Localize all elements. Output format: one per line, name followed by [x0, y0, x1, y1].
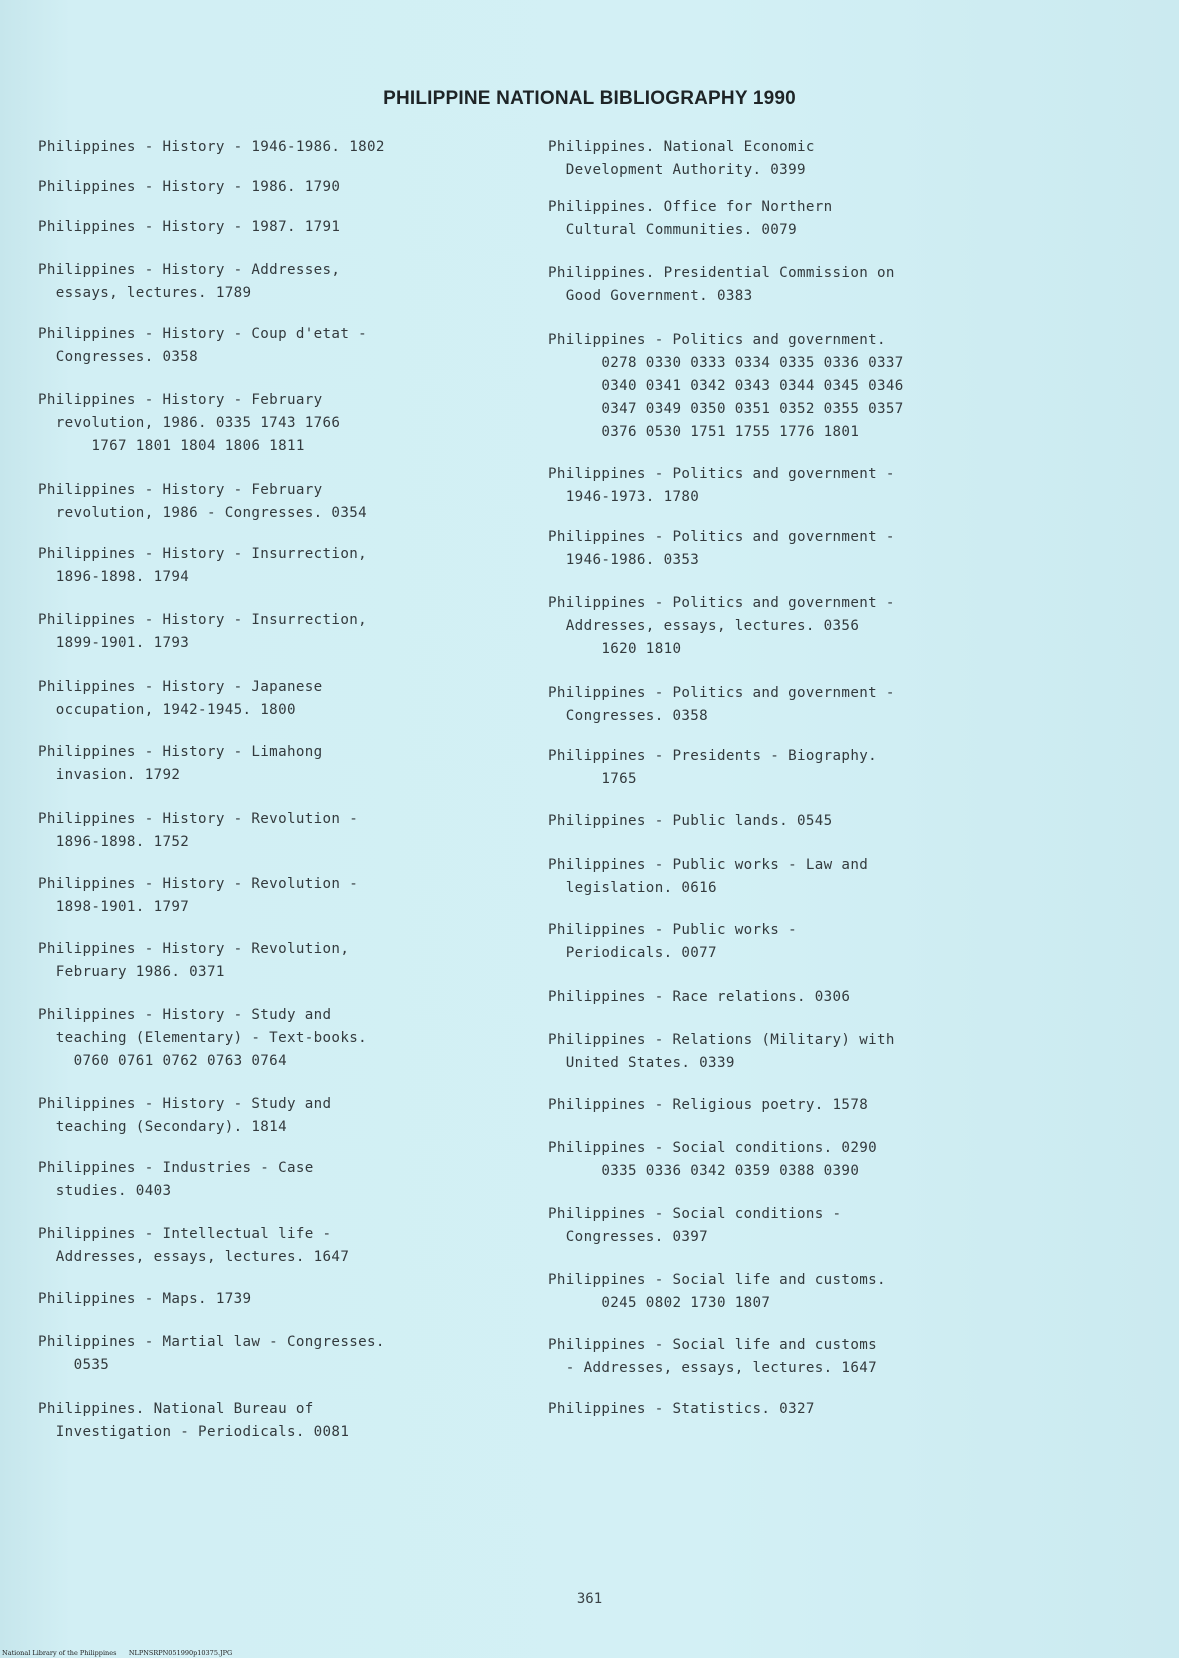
bibliography-entry: Philippines. Presidential Commission on Good Government. 0383 — [548, 265, 895, 304]
bibliography-entry: Philippines - Social conditions - Congresses. 0397 — [548, 1206, 842, 1245]
bibliography-entry: Philippines - Social conditions. 0290 0335 0336 0342 0359 0388 0390 — [548, 1140, 877, 1179]
bibliography-entry: Philippines - History - Coup d'etat - Congresses. 0358 — [38, 326, 367, 365]
footer-file: NLPNSRPN051990p10375.JPG — [128, 1649, 233, 1657]
bibliography-entry: Philippines - Public works - Periodicals. 0077 — [548, 922, 797, 961]
bibliography-entry: Philippines - Social life and customs - Addresses, essays, lectures. 1647 — [548, 1337, 877, 1376]
bibliography-entry: Philippines - Relations (Military) with United States. 0339 — [548, 1032, 895, 1071]
bibliography-entry: Philippines - History - Insurrection, 1899-1901. 1793 — [38, 612, 367, 651]
scan-footer — [2, 1649, 232, 1657]
bibliography-entry: Philippines - Public works - Law and legislation. 0616 — [548, 857, 869, 896]
bibliography-entry: Philippines - Public lands. 0545 — [548, 813, 833, 829]
bibliography-entry: Philippines - Maps. 1739 — [38, 1291, 252, 1307]
footer-library: National Library of the Philippines — [2, 1649, 117, 1657]
bibliography-entry: Philippines - Race relations. 0306 — [548, 989, 851, 1005]
bibliography-entry: Philippines - History - Addresses, essays, lectures. 1789 — [38, 262, 341, 301]
bibliography-entry: Philippines - History - February revolution, 1986. 0335 1743 1766 1767 1801 1804 1806 1811 — [38, 392, 341, 454]
bibliography-entry: Philippines - History - Study and teaching (Elementary) - Text-books. 0760 0761 0762 0763 0764 — [38, 1007, 367, 1069]
bibliography-entry: Philippines - History - Revolution - 1896-1898. 1752 — [38, 811, 359, 850]
bibliography-entry: Philippines - History - February revolution, 1986 - Congresses. 0354 — [38, 482, 367, 521]
bibliography-entry: Philippines - History - 1987. 1791 — [38, 219, 341, 235]
bibliography-entry: Philippines. National Economic Development Authority. 0399 — [548, 139, 815, 178]
bibliography-entry: Philippines - Presidents - Biography. 1765 — [548, 748, 877, 787]
bibliography-entry: Philippines - History - 1946-1986. 1802 — [38, 139, 385, 155]
bibliography-entry: Philippines - History - Limahong invasion. 1792 — [38, 744, 323, 783]
bibliography-entry: Philippines - Politics and government - Congresses. 0358 — [548, 685, 895, 724]
bibliography-entry: Philippines - Politics and government. 0278 0330 0333 0334 0335 0336 0337 0340 0341 0342 0343 0344 0345 0346 0347 0349 0350 0351 0352 0355 0357 0376 0530 1751 1755 1776 1801 — [548, 332, 904, 440]
bibliography-entry: Philippines - Martial law - Congresses. 0535 — [38, 1334, 385, 1373]
bibliography-entry: Philippines - Religious poetry. 1578 — [548, 1097, 869, 1113]
bibliography-entry: Philippines - History - Study and teaching (Secondary). 1814 — [38, 1096, 332, 1135]
bibliography-entry: Philippines - Statistics. 0327 — [548, 1401, 815, 1417]
bibliography-entry: Philippines. Office for Northern Cultural Communities. 0079 — [548, 199, 833, 238]
bibliography-entry: Philippines - Social life and customs. 0245 0802 1730 1807 — [548, 1272, 886, 1311]
bibliography-entry: Philippines - Politics and government - 1946-1973. 1780 — [548, 466, 895, 505]
bibliography-entry: Philippines - History - Revolution, February 1986. 0371 — [38, 941, 350, 980]
bibliography-entry: Philippines - History - Revolution - 1898-1901. 1797 — [38, 876, 359, 915]
page-title: PHILIPPINE NATIONAL BIBLIOGRAPHY 1990 — [383, 88, 796, 109]
bibliography-entry: Philippines. National Bureau of Investigation - Periodicals. 0081 — [38, 1401, 350, 1440]
bibliography-entry: Philippines - Politics and government - Addresses, essays, lectures. 0356 1620 1810 — [548, 595, 895, 657]
bibliography-entry: Philippines - Intellectual life - Addresses, essays, lectures. 1647 — [38, 1226, 350, 1265]
bibliography-entry: Philippines - History - Japanese occupation, 1942-1945. 1800 — [38, 679, 323, 718]
bibliography-entry: Philippines - Industries - Case studies. 0403 — [38, 1160, 314, 1199]
bibliography-entry: Philippines - History - Insurrection, 1896-1898. 1794 — [38, 546, 367, 585]
bibliography-entry: Philippines - History - 1986. 1790 — [38, 179, 341, 195]
bibliography-entry: Philippines - Politics and government - 1946-1986. 0353 — [548, 529, 895, 568]
page-number: 361 — [576, 1591, 603, 1607]
